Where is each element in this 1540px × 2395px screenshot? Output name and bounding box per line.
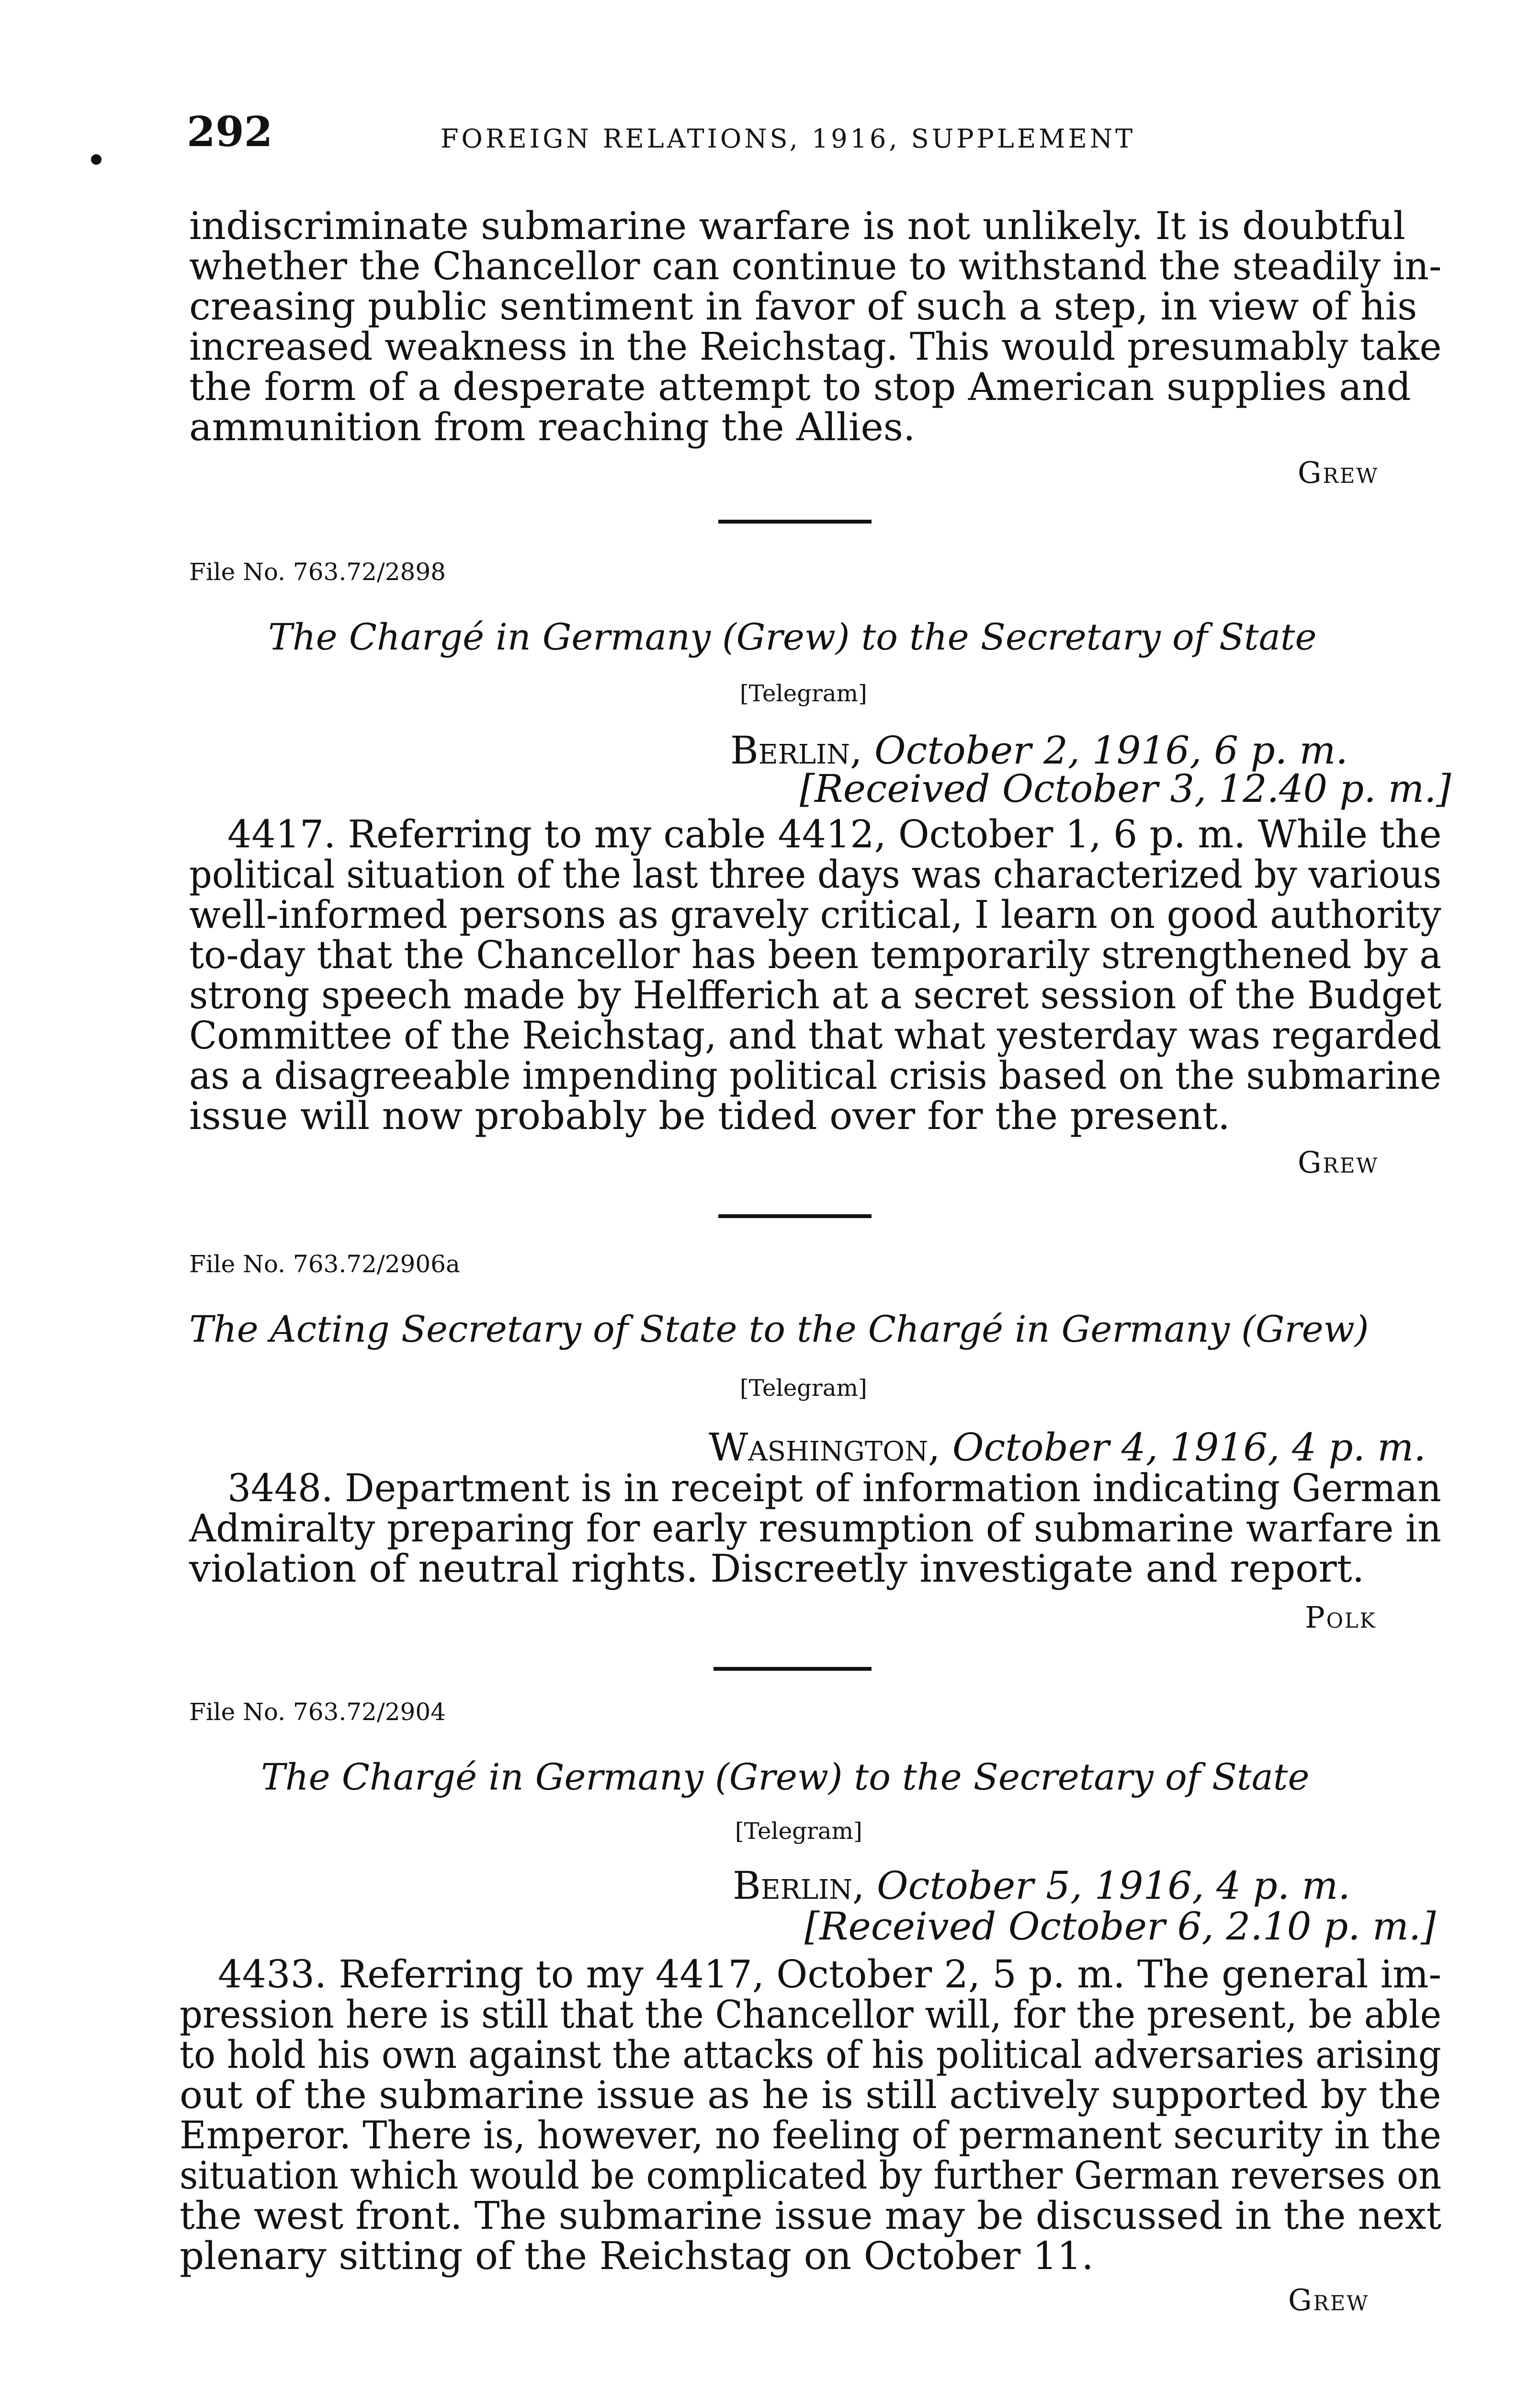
file-number: File No. 763.72/2898 bbox=[189, 558, 446, 586]
received-line: [Received October 3, 12.40 p. m.] bbox=[800, 766, 1451, 811]
date: October 4, 1916, 4 p. m. bbox=[952, 1425, 1426, 1470]
section-divider bbox=[713, 1667, 872, 1671]
text-line: 4433. Referring to my 4417, October 2, 5 p. m. The general im- bbox=[218, 1952, 1442, 1996]
text-line: as a disagreeable impending political crisis based on the submarine bbox=[189, 1053, 1441, 1098]
date: October 2, 1916, 6 p. m. bbox=[874, 728, 1348, 773]
text-line: the form of a desperate attempt to stop American supplies and bbox=[189, 365, 1411, 409]
page-number: 292 bbox=[187, 108, 273, 156]
text-line: political situation of the last three days was characterized by various bbox=[189, 852, 1442, 897]
text-line: the west front. The submarine issue may be discussed in the next bbox=[180, 2193, 1442, 2238]
text-line: well-informed persons as gravely critical, I learn on good authority bbox=[189, 892, 1441, 937]
signature: Grew bbox=[1288, 2282, 1370, 2317]
text-line: creasing public sentiment in favor of such a step, in view of his bbox=[189, 284, 1417, 329]
place: Berlin, bbox=[733, 1863, 865, 1908]
text-line: whether the Chancellor can continue to withstand the steadily in- bbox=[189, 244, 1442, 288]
text-line: Committee of the Reichstag, and that what yesterday was regarded bbox=[189, 1013, 1442, 1058]
file-number: File No. 763.72/2906a bbox=[189, 1250, 460, 1278]
text-line: Emperor. There is, however, no feeling of permanent security in the bbox=[180, 2113, 1441, 2157]
document-title: The Acting Secretary of State to the Chargé in Germany (Grew) bbox=[189, 1308, 1369, 1350]
date: October 5, 1916, 4 p. m. bbox=[877, 1863, 1350, 1908]
text-line: issue will now probably be tided over for the present. bbox=[189, 1094, 1230, 1138]
text-line: increased weakness in the Reichstag. This would presumably take bbox=[189, 324, 1442, 369]
place: Washington, bbox=[709, 1425, 940, 1470]
telegram-label: [Telegram] bbox=[740, 680, 867, 707]
document-title: The Chargé in Germany (Grew) to the Secretary of State bbox=[268, 616, 1317, 658]
text-line: Admiralty preparing for early resumption of submarine warfare in bbox=[189, 1506, 1441, 1551]
margin-dot bbox=[91, 154, 102, 165]
text-line: indiscriminate submarine warfare is not unlikely. It is doubtful bbox=[189, 204, 1405, 248]
text-line: 3448. Department is in receipt of information indicating German bbox=[227, 1466, 1441, 1510]
document-title: The Chargé in Germany (Grew) to the Secretary of State bbox=[261, 1756, 1310, 1798]
signature: Grew bbox=[1298, 1145, 1379, 1180]
telegram-label: [Telegram] bbox=[735, 1818, 862, 1845]
text-line: violation of neutral rights. Discreetly investigate and report. bbox=[189, 1546, 1365, 1591]
text-line: pression here is still that the Chancellor will, for the present, be able bbox=[180, 1992, 1441, 2037]
signature: Polk bbox=[1305, 1600, 1377, 1635]
section-divider bbox=[718, 520, 872, 524]
text-line: to-day that the Chancellor has been temporarily strengthened by a bbox=[189, 933, 1442, 977]
text-line: to hold his own against the attacks of his political adversaries arising bbox=[180, 2032, 1441, 2077]
dateline bbox=[733, 1863, 1350, 1908]
text-line: situation which would be complicated by further German reverses on bbox=[180, 2153, 1442, 2198]
dateline bbox=[709, 1425, 1426, 1470]
text-line: plenary sitting of the Reichstag on October 11. bbox=[180, 2234, 1094, 2278]
running-title: FOREIGN RELATIONS, 1916, SUPPLEMENT bbox=[441, 124, 1136, 154]
place: Berlin, bbox=[730, 728, 862, 773]
text-line: 4417. Referring to my cable 4412, October 1, 6 p. m. While the bbox=[227, 812, 1442, 856]
telegram-label: [Telegram] bbox=[740, 1375, 867, 1402]
section-divider bbox=[718, 1214, 872, 1218]
text-line: ammunition from reaching the Allies. bbox=[189, 405, 916, 449]
text-line: out of the submarine issue as he is still actively supported by the bbox=[180, 2073, 1441, 2117]
file-number: File No. 763.72/2904 bbox=[189, 1698, 446, 1726]
text-line: strong speech made by Helfferich at a secret session of the Budget bbox=[189, 973, 1442, 1017]
signature: Grew bbox=[1298, 455, 1379, 490]
received-line: [Received October 6, 2.10 p. m.] bbox=[804, 1904, 1436, 1949]
